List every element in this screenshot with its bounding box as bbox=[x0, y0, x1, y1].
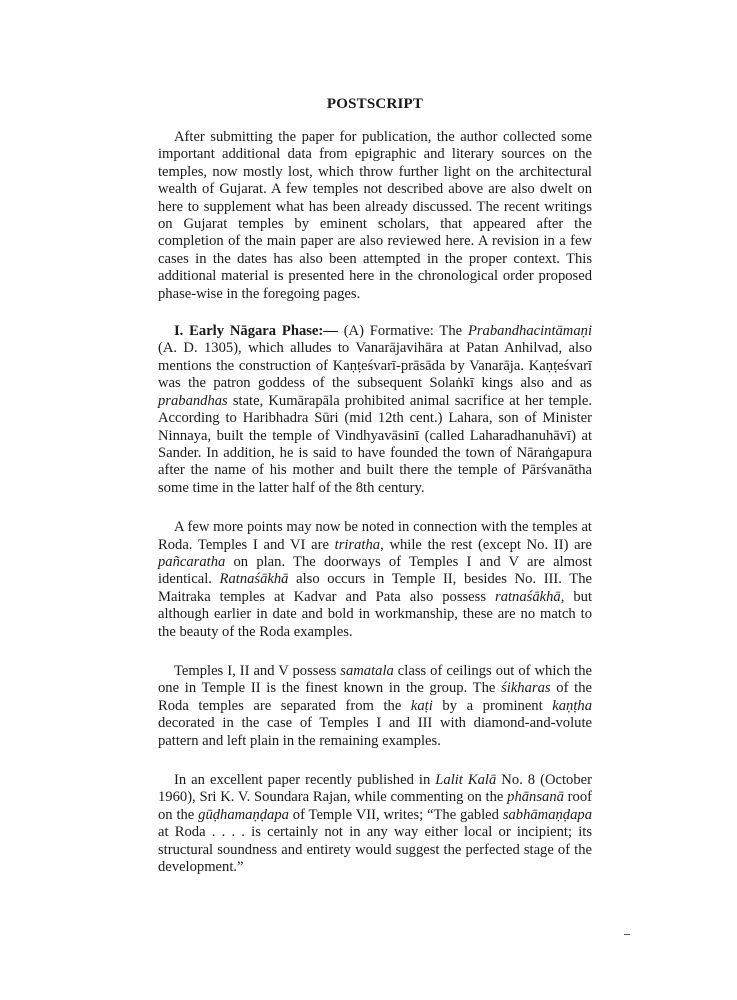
italic-term: prabandhas bbox=[158, 392, 228, 409]
italic-term: kaṭi bbox=[410, 697, 433, 714]
margin-mark bbox=[624, 934, 630, 935]
phase-heading: I. Early Nāgara Phase:— bbox=[174, 323, 338, 340]
italic-term: Prabandhacintāmaṇi bbox=[467, 323, 592, 340]
document-page bbox=[158, 96, 592, 898]
text-run: by a prominent bbox=[432, 697, 553, 714]
text-run: , but although earlier in date and bold in workmanship, these are no match to the beauty of the Roda examples. bbox=[158, 588, 592, 640]
text-run: of the Roda temples are separated from the bbox=[158, 680, 592, 714]
text-run: (A) Formative: The bbox=[337, 323, 468, 340]
italic-term: kaṇṭha bbox=[552, 697, 592, 714]
italic-term: śikharas bbox=[501, 680, 551, 697]
text-run: on plan. The doorways of Temples I and V are almost identical. bbox=[158, 553, 592, 588]
text-run: (A. D. 1305), which alludes to Vanarājavihāra at Patan Anhilvad, also mentions the construction of Kaṇṭeśvarī-prāsāda by Vanarāja. Kaṇṭeśvarī was the patron goddess of the subsequent Solaṅkī kings also and as bbox=[158, 340, 592, 392]
text-run: at Roda . . . . is certainly not in any way either local or incipient; its structural soundness and entirety would suggest the perfected stage of the development.” bbox=[158, 824, 592, 876]
text-run: No. 8 (October 1960), Sri K. V. Soundara Rajan, while commenting on the bbox=[158, 772, 592, 806]
italic-term: samatala bbox=[340, 662, 394, 679]
italic-term: pañcaratha bbox=[158, 553, 226, 570]
paragraph bbox=[158, 129, 592, 303]
text-run: decorated in the case of Temples I and III with diamond-and-volute pattern and left plain in the remaining examples. bbox=[158, 715, 592, 749]
italic-term: gūḍhamaṇḍapa bbox=[198, 806, 289, 823]
paragraph bbox=[158, 323, 592, 497]
text-run: state, Kumārapāla prohibited animal sacrifice at her temple. According to Haribhadra Sūri (mid 12th cent.) Lahara, son of Minister Ninnaya, built the temple of Vindhyavāsinī (called Laharadhanuhāvī) at Sander. In addition, he is said to have founded the town of Nāraṅgapura after the name of his mother and built there the temple of Pārśvanātha some time in the latter half of the 8th century. bbox=[158, 392, 592, 496]
body-text bbox=[158, 129, 592, 876]
italic-term: Ratnaśākhā bbox=[219, 571, 289, 588]
italic-term: triratha bbox=[334, 536, 381, 553]
italic-term: Lalit Kalā bbox=[435, 772, 497, 788]
text-run: , while the rest (except No. II) are bbox=[380, 536, 592, 553]
italic-term: ratnaśākhā bbox=[495, 588, 561, 605]
text-run: In an excellent paper recently published in bbox=[174, 772, 436, 788]
text-run: roof on the bbox=[158, 789, 592, 823]
italic-term: sabhāmaṇḍapa bbox=[502, 806, 592, 823]
text-run: of Temple VII, writes; “The gabled bbox=[288, 806, 503, 823]
text-run: class of ceilings out of which the one in Temple II is the finest known in the group. The bbox=[158, 662, 592, 697]
page-title: POSTSCRIPT bbox=[326, 96, 424, 112]
paragraph bbox=[158, 663, 592, 750]
text-run: Temples I, II and V possess bbox=[174, 662, 341, 679]
text-run: After submitting the paper for publication, the author collected some important additional data from epigraphic and literary sources on the temples, now mostly lost, which throw further light on the architectural wealth of Gujarat. A few temples not described above are also dwelt on here to supplement what has been already discussed. The recent writings on Gujarat temples by eminent scholars, that appeared after the completion of the main paper are also reviewed here. A revision in a few cases in the dates has also been attempted in the proper context. This additional material is presented here in the chronological order proposed phase-wise in the foregoing pages. bbox=[158, 129, 592, 302]
paragraph bbox=[158, 772, 592, 876]
text-run: A few more points may now be noted in connection with the temples at Roda. Temples I and VI are bbox=[158, 519, 592, 553]
paragraph bbox=[158, 519, 592, 641]
italic-term: phānsanā bbox=[507, 789, 564, 806]
text-run: also occurs in Temple II, besides No. III. The Maitraka temples at Kadvar and Pata also possess bbox=[158, 571, 592, 605]
